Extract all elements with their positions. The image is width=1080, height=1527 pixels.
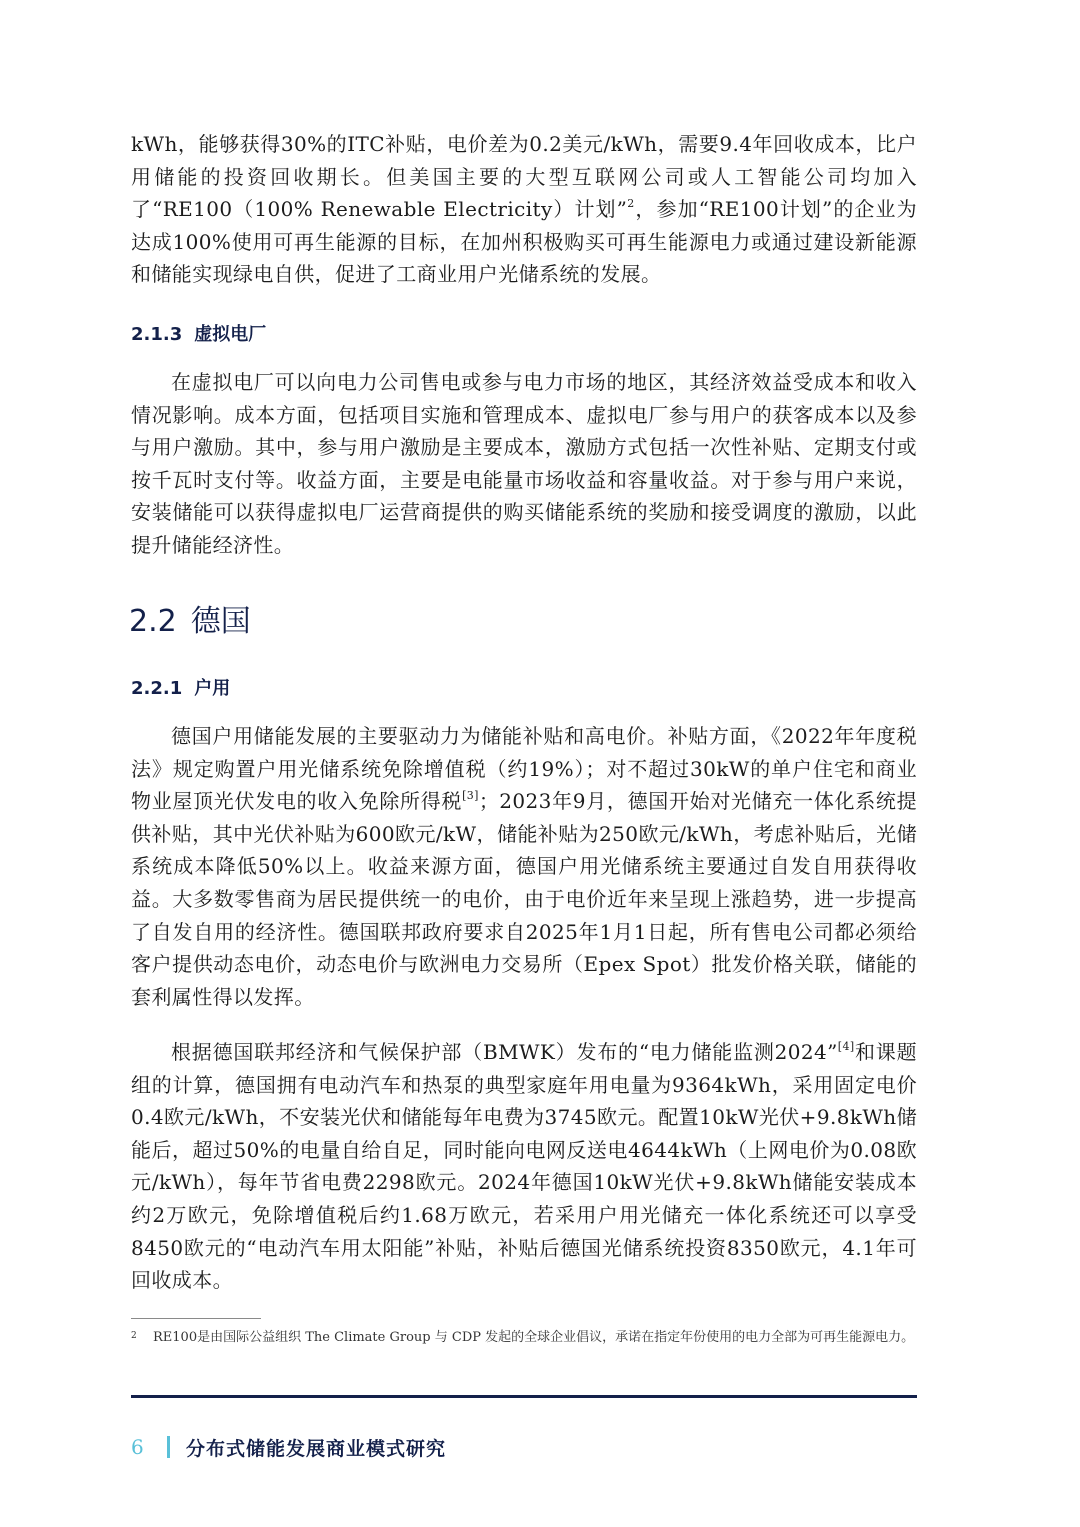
footnote-text: RE100是由国际公益组织 The Climate Group 与 CDP 发起的全球企业倡议，承诺在指定年份使用的电力全部为可再生能源电力。 [153,1330,915,1345]
footnote-mark: 2 [131,1331,137,1341]
paragraph-text: 和课题组的计算，德国拥有电动汽车和热泵的典型家庭年用电量为9364kWh，采用固定电价0.4欧元/kWh，不安装光伏和储能每年电费为3745欧元。配置10kW光伏+9.8kWh储能后，超过50%的电量自给自足，同时能向电网反送电4644kWh（上网电价为0.08欧元/kWh），每年节省电费2298欧元。2024年德国10kW光伏+9.8kWh储能安装成本约2万欧元，免除增值税后约1.68万欧元，若采用户用光储充一体化系统还可以享受8450欧元的“电动汽车用太阳能”补贴，补贴后德国光储系统投资8350欧元，4.1年可回收成本。 [131,1040,917,1293]
footnote-divider [131,1318,261,1319]
paragraph-text: 德国户用储能发展的主要驱动力为储能补贴和高电价。补贴方面，《2022年年度税法》规定购置户用光储系统免除增值税（约19%）；对不超过30kW的单户住宅和商业物业屋顶光伏发电的收入免除所得税 [131,724,917,814]
paragraph-text: ，参加“RE100计划”的企业为达成100%使用可再生能源的目标，在加州积极购买可再生能源电力或通过建设新能源和储能实现绿电自供，促进了工商业用户光储系统的发展。 [131,197,917,287]
heading-title: 德国 [190,604,251,639]
footnote-ref[interactable]: 2 [627,197,635,211]
paragraph-text: 在虚拟电厂可以向电力公司售电或参与电力市场的地区，其经济效益受成本和收入情况影响。成本方面，包括项目实施和管理成本、虚拟电厂参与用户的获客成本以及参与用户激励。其中，参与用户激励是主要成本，激励方式包括一次性补贴、定期支付或按千瓦时支付等。收益方面，主要是电能量市场收益和容量收益。对于参与用户来说，安装储能可以获得虚拟电厂运营商提供的购买储能系统的奖励和接受调度的激励，以此提升储能经济性。 [131,370,917,557]
heading-number: 2.1.3 [131,324,183,345]
footnote [131,1327,921,1348]
paragraph-germany-drivers [131,720,917,1013]
footer-separator [167,1436,170,1458]
citation-ref[interactable]: [3] [462,789,479,803]
heading-number: 2.2.1 [131,678,183,699]
page-number: 6 [131,1435,144,1459]
footer-divider [131,1395,917,1398]
citation-ref[interactable]: [4] [837,1040,855,1053]
heading-number: 2.2 [129,604,177,639]
subsection-heading-2-2-1 [131,674,230,700]
paragraph-germany-economics [131,1036,917,1297]
heading-title: 虚拟电厂 [194,324,267,345]
page-footer [131,1432,446,1462]
paragraph-text: ；2023年9月，德国开始对光储充一体化系统提供补贴，其中光伏补贴为600欧元/kW，储能补贴为250欧元/kWh，考虑补贴后，光储系统成本降低50%以上。收益来源方面，德国户用光储系统主要通过自发自用获得收益。大多数零售商为居民提供统一的电价，由于电价近年来呈现上涨趋势，进一步提高了自发自用的经济性。德国联邦政府要求自2025年1月1日起，所有售电公司都必须给客户提供动态电价，动态电价与欧洲电力交易所（Epex Spot）批发价格关联，储能的套利属性得以发挥。 [131,789,917,1009]
paragraph-text: 根据德国联邦经济和气候保护部（BMWK）发布的“电力储能监测2024” [171,1040,838,1064]
footer-title: 分布式储能发展商业模式研究 [186,1437,447,1460]
section-heading-2-2 [129,596,251,640]
paragraph-us-commercial [131,128,917,291]
heading-title: 户用 [194,678,231,699]
paragraph-virtual-power-plant [131,366,917,562]
subsection-heading-2-1-3 [131,320,266,346]
paragraph-text: kWh，能够获得30%的ITC补贴，电价差为0.2美元/kWh，需要9.4年回收成本，比户用储能的投资回收期长。但美国主要的大型互联网公司或人工智能公司均加入了“RE100（100% Renewable Electricity）计划” [131,132,917,222]
